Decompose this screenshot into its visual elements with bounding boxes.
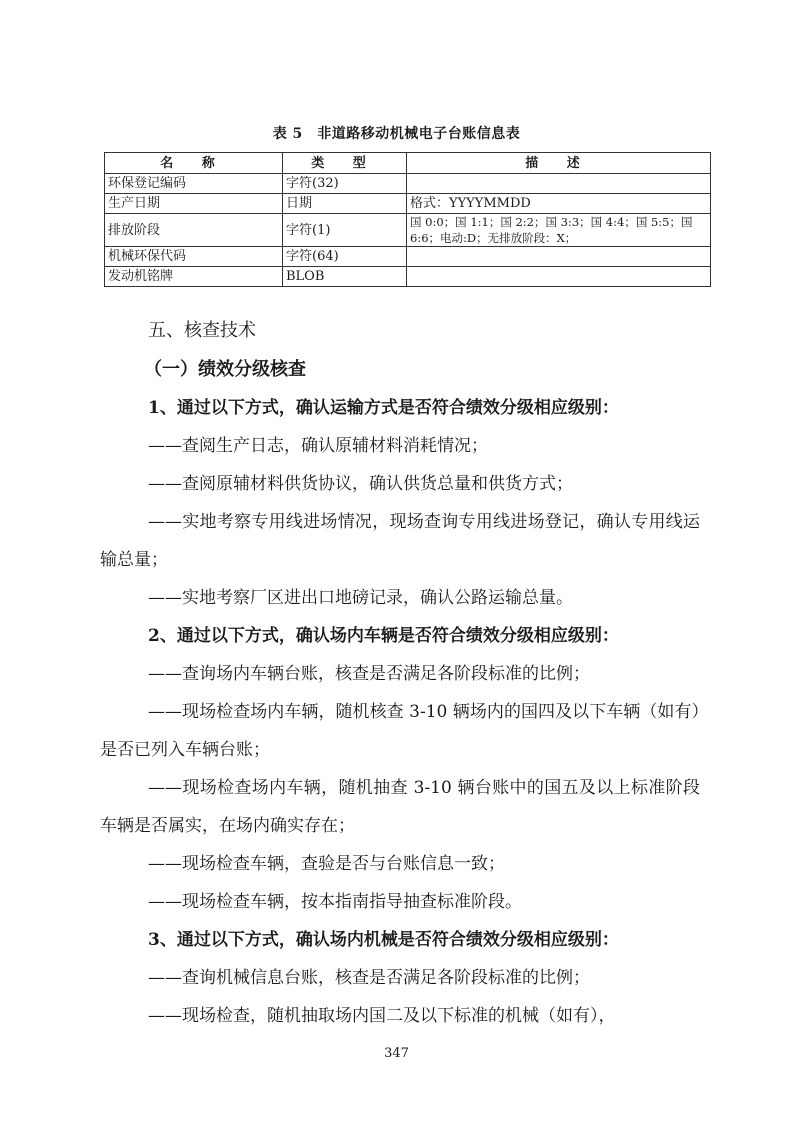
cell-desc: 国 0:0；国 1:1；国 2:2；国 3:3；国 4:4；国 5:5；国 6:6；电动:D；无排放阶段：X； <box>407 214 711 247</box>
cell-desc <box>407 267 711 287</box>
cell-name: 发动机铭牌 <box>105 267 283 287</box>
header-name: 名 称 <box>105 153 283 174</box>
cell-type: 字符(1) <box>283 214 407 247</box>
cell-name: 生产日期 <box>105 194 283 214</box>
section-subtitle: （一）绩效分级核查 <box>144 359 306 380</box>
header-type: 类 型 <box>283 153 407 174</box>
cell-desc <box>407 174 711 194</box>
cell-type: 日期 <box>283 194 407 214</box>
p1-lead: 1、通过以下方式，确认运输方式是否符合绩效分级相应级别： <box>148 398 619 418</box>
p2-item: ——现场检查场内车辆，随机抽查 3-10 辆台账中的国五及以上标准阶段车辆是否属实，在场内确实存在； <box>100 778 700 836</box>
cell-type: 字符(64) <box>283 247 407 267</box>
p1-item: ——实地考察专用线进场情况，现场查询专用线进场登记，确认专用线运输总量； <box>100 512 700 570</box>
table-row <box>105 214 711 247</box>
p3-item: ——现场检查，随机抽取场内国二及以下标准的机械（如有）， <box>148 1006 616 1026</box>
p3-item: ——查询机械信息台账，核查是否满足各阶段标准的比例； <box>148 968 590 988</box>
cell-name: 环保登记编码 <box>105 174 283 194</box>
p2-item: ——现场检查车辆，按本指南指导抽查标准阶段。 <box>148 892 522 912</box>
cell-type: BLOB <box>283 267 407 287</box>
cell-desc <box>407 247 711 267</box>
p3-lead: 3、通过以下方式，确认场内机械是否符合绩效分级相应级别： <box>148 930 619 950</box>
cell-name: 机械环保代码 <box>105 247 283 267</box>
cell-desc: 格式：YYYYMMDD <box>407 194 711 214</box>
table-row <box>105 247 711 267</box>
p1-item: ——实地考察厂区进出口地磅记录，确认公路运输总量。 <box>148 588 573 608</box>
p2-lead: 2、通过以下方式，确认场内车辆是否符合绩效分级相应级别： <box>148 626 619 646</box>
p1-item: ——查阅生产日志，确认原辅材料消耗情况； <box>148 436 488 456</box>
page-number: 347 <box>384 1046 409 1061</box>
p1-item: ——查阅原辅材料供货协议，确认供货总量和供货方式； <box>148 474 573 494</box>
ledger-info-table <box>104 152 711 287</box>
table-header-row <box>105 153 711 174</box>
p2-item: ——现场检查场内车辆，随机核查 3-10 辆场内的国四及以下车辆（如有）是否已列入车辆台账； <box>100 702 700 760</box>
p2-item: ——现场检查车辆，查验是否与台账信息一致； <box>148 854 505 874</box>
table-caption: 表 5 非道路移动机械电子台账信息表 <box>272 126 521 142</box>
header-desc: 描 述 <box>407 153 711 174</box>
table-row <box>105 194 711 214</box>
p2-item: ——查询场内车辆台账，核查是否满足各阶段标准的比例； <box>148 664 590 684</box>
table-row <box>105 267 711 287</box>
cell-type: 字符(32) <box>283 174 407 194</box>
table-row <box>105 174 711 194</box>
cell-name: 排放阶段 <box>105 214 283 247</box>
section-title: 五、核查技术 <box>148 320 256 341</box>
